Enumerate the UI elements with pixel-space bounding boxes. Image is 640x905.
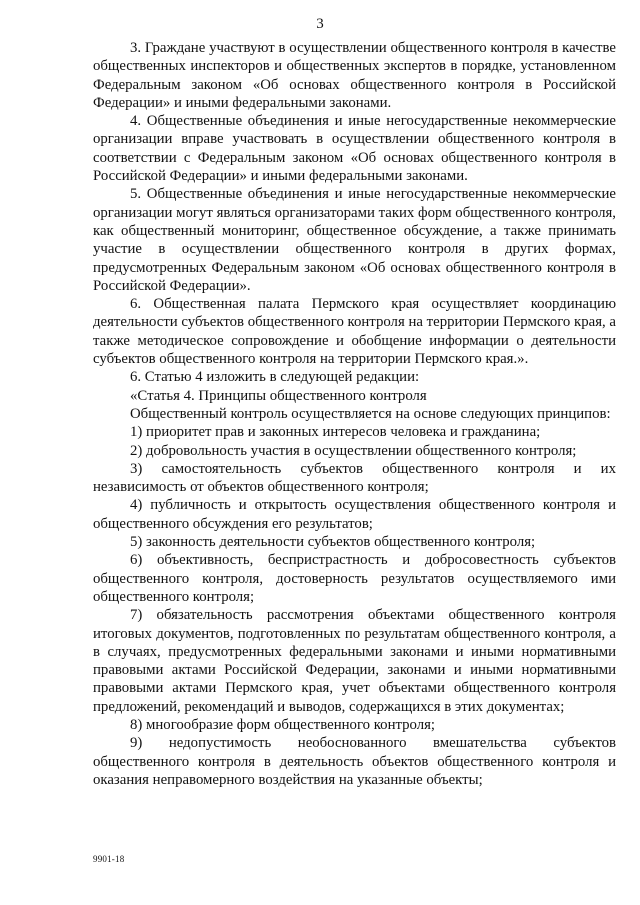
paragraph-clause-4: 4. Общественные объединения и иные негосударственные некоммерческие организации вправе участвовать в осуществлении общественного контроля в соответствии с Федеральным законом «Об основах общественного контроля в Российской Федерации» и иными федеральными законами.: [93, 113, 616, 185]
paragraph-clause-6: 6. Общественная палата Пермского края осуществляет координацию деятельности субъектов общественного контроля на территории Пермского края, а также методическое сопровождение и обобщение информации о деятельности субъектов общественного контроля на территории Пермского края.».: [93, 296, 616, 368]
principle-item-7: 7) обязательность рассмотрения объектами общественного контроля итоговых документов, подготовленных по результатам общественного контроля, а в случаях, предусмотренных федеральными законами и иными нормативными правовыми актами Российской Федерации, законами и иными нормативными правовыми актами Пермского края, учет объектами общественного контроля предложений, рекомендаций и выводов, содержащихся в этих документах;: [93, 607, 616, 715]
principle-item-4: 4) публичность и открытость осуществления общественного контроля и общественного обсуждения его результатов;: [93, 497, 616, 532]
principle-item-6: 6) объективность, беспристрастность и добросовестность субъектов общественного контроля, достоверность результатов осуществляемого ими общественного контроля;: [93, 552, 616, 605]
principle-item-8: 8) многообразие форм общественного контроля;: [130, 716, 436, 733]
principle-item-5: 5) законность деятельности субъектов общественного контроля;: [130, 534, 536, 551]
page-number: 3: [316, 16, 324, 32]
principle-item-9: 9) недопустимость необоснованного вмешательства субъектов общественного контроля в деятельность объектов общественного контроля и оказания неправомерного воздействия на указанные объекты;: [93, 735, 616, 788]
principles-intro: Общественный контроль осуществляется на основе следующих принципов:: [130, 405, 611, 422]
principle-item-2: 2) добровольность участия в осуществлении общественного контроля;: [130, 442, 577, 459]
document-body: [93, 39, 616, 789]
paragraph-clause-3: 3. Граждане участвуют в осуществлении общественного контроля в качестве общественных инспекторов и общественных экспертов в порядке, установленном Федеральным законом «Об основах общественного контроля в Российской Федерации» и иными федеральными законами.: [93, 40, 616, 111]
principle-item-3: 3) самостоятельность субъектов общественного контроля и их независимость от объектов общественного контроля;: [93, 460, 616, 496]
paragraph-amendment-6: 6. Статью 4 изложить в следующей редакции:: [130, 369, 420, 386]
document-code: 9901-18: [93, 854, 125, 864]
paragraph-clause-5: 5. Общественные объединения и иные негосударственные некоммерческие организации могут являться организаторами таких форм общественного контроля, как общественный мониторинг, общественное обсуждение, а также принимать участие в осуществлении общественного контроля в других формах, предусмотренных Федеральным законом «Об основах общественного контроля в Российской Федерации».: [93, 186, 616, 294]
article-4-heading: «Статья 4. Принципы общественного контроля: [130, 387, 427, 404]
principle-item-1: 1) приоритет прав и законных интересов человека и гражданина;: [130, 424, 541, 441]
